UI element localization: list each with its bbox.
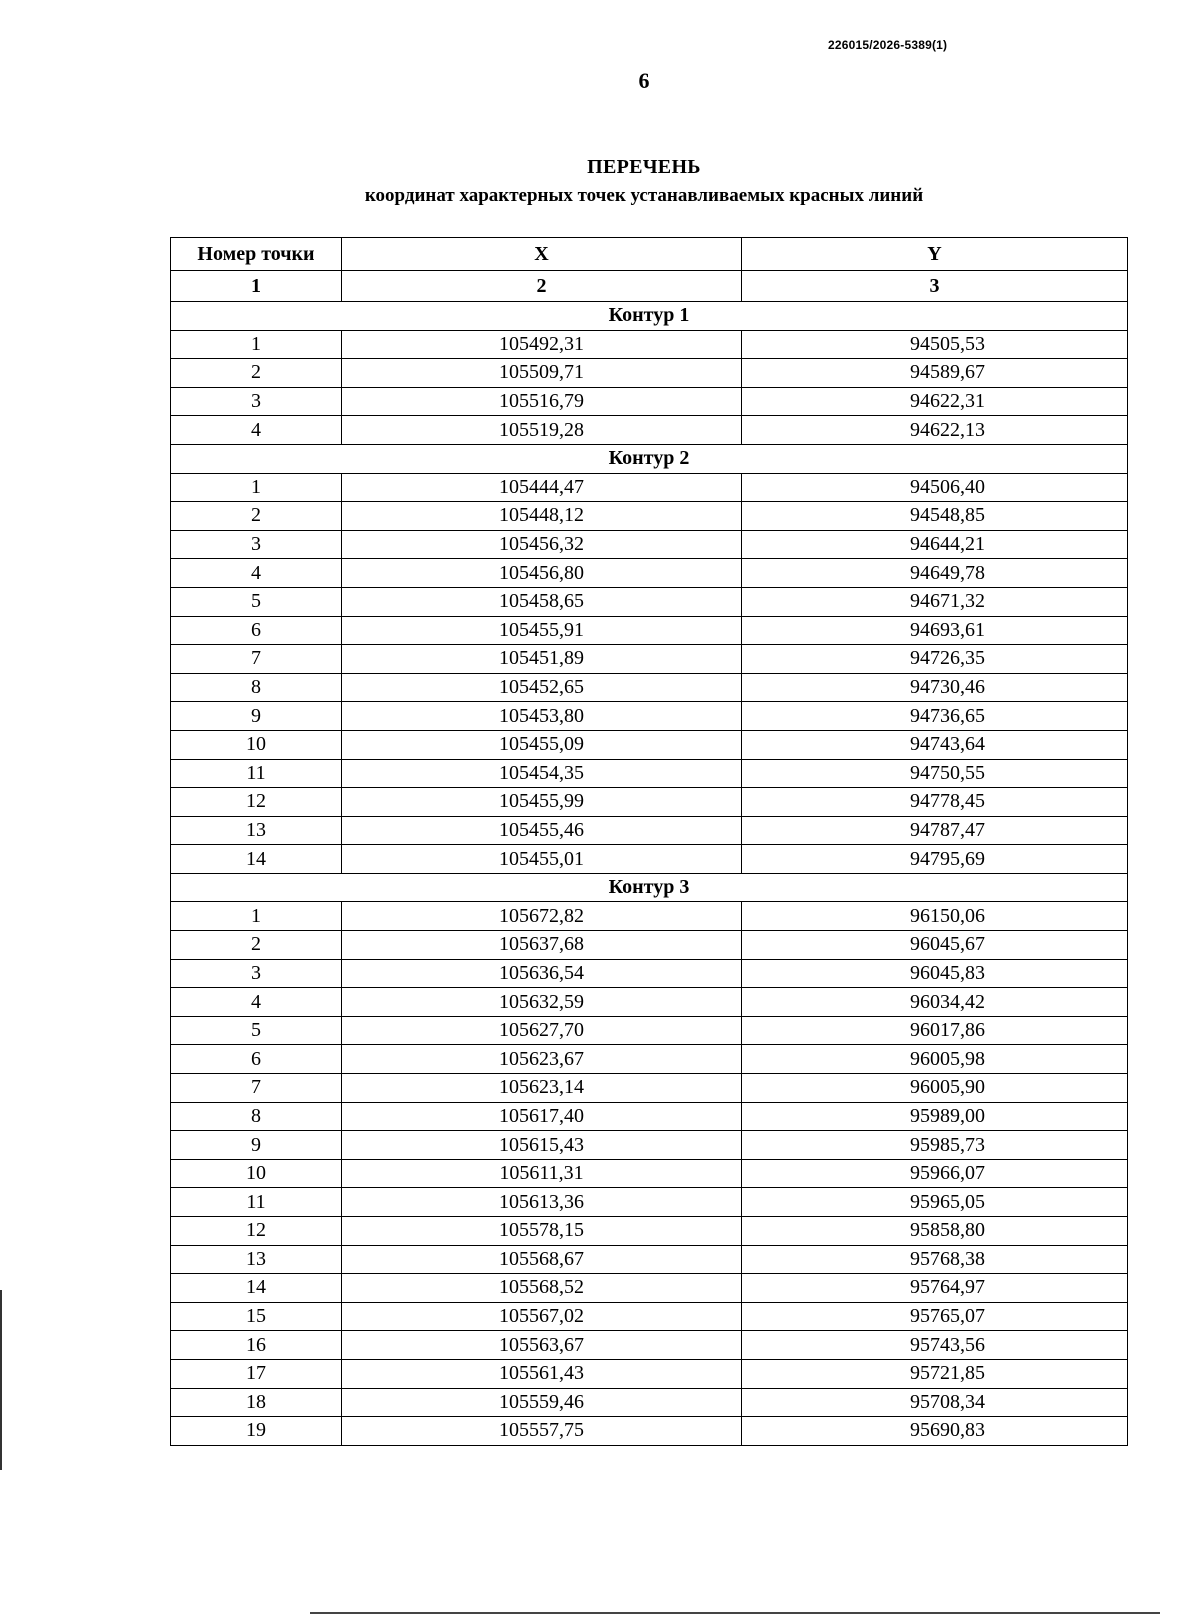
table-row	[171, 702, 1128, 731]
x-coordinate-cell: 105455,46	[342, 816, 742, 845]
point-number-cell: 15	[171, 1302, 342, 1331]
x-coordinate-cell: 105455,01	[342, 845, 742, 874]
y-coordinate-cell: 96034,42	[742, 988, 1128, 1017]
x-coordinate-cell: 105623,14	[342, 1074, 742, 1103]
table-row	[171, 759, 1128, 788]
table-row	[171, 387, 1128, 416]
table-row	[171, 988, 1128, 1017]
x-coordinate-cell: 105613,36	[342, 1188, 742, 1217]
x-coordinate-cell: 105448,12	[342, 502, 742, 531]
point-number-cell: 9	[171, 702, 342, 731]
table-row	[171, 330, 1128, 359]
y-coordinate-cell: 94589,67	[742, 359, 1128, 388]
x-coordinate-cell: 105561,43	[342, 1359, 742, 1388]
point-number-cell: 5	[171, 1016, 342, 1045]
point-number-cell: 5	[171, 587, 342, 616]
table-row	[171, 1217, 1128, 1246]
y-coordinate-cell: 95743,56	[742, 1331, 1128, 1360]
contour-label: Контур 2	[171, 444, 1128, 473]
table-row	[171, 1102, 1128, 1131]
table-row	[171, 1302, 1128, 1331]
contour-header-row	[171, 444, 1128, 473]
table-row	[171, 902, 1128, 931]
x-coordinate-cell: 105454,35	[342, 759, 742, 788]
y-coordinate-cell: 94671,32	[742, 587, 1128, 616]
table-row	[171, 1388, 1128, 1417]
table-row	[171, 845, 1128, 874]
point-number-cell: 19	[171, 1417, 342, 1446]
table-row	[171, 359, 1128, 388]
point-number-cell: 1	[171, 330, 342, 359]
table-row	[171, 1331, 1128, 1360]
table-row	[171, 645, 1128, 674]
x-coordinate-cell: 105611,31	[342, 1159, 742, 1188]
y-coordinate-cell: 94505,53	[742, 330, 1128, 359]
x-coordinate-cell: 105492,31	[342, 330, 742, 359]
point-number-cell: 3	[171, 387, 342, 416]
x-coordinate-cell: 105509,71	[342, 359, 742, 388]
coordinates-table	[170, 237, 1128, 1446]
point-number-cell: 11	[171, 1188, 342, 1217]
point-number-cell: 2	[171, 931, 342, 960]
column-header-y: Y	[742, 238, 1128, 271]
table-row	[171, 1016, 1128, 1045]
y-coordinate-cell: 95708,34	[742, 1388, 1128, 1417]
point-number-cell: 1	[171, 473, 342, 502]
column-number: 1	[171, 271, 342, 302]
scan-artifact-bottom	[310, 1612, 1160, 1614]
y-coordinate-cell: 94622,13	[742, 416, 1128, 445]
y-coordinate-cell: 96017,86	[742, 1016, 1128, 1045]
table-row	[171, 530, 1128, 559]
scan-artifact-left	[0, 1290, 2, 1470]
point-number-cell: 2	[171, 359, 342, 388]
y-coordinate-cell: 95690,83	[742, 1417, 1128, 1446]
contour-label: Контур 3	[171, 873, 1128, 902]
x-coordinate-cell: 105557,75	[342, 1417, 742, 1446]
y-coordinate-cell: 96005,90	[742, 1074, 1128, 1103]
point-number-cell: 7	[171, 645, 342, 674]
table-row	[171, 559, 1128, 588]
table-row	[171, 416, 1128, 445]
point-number-cell: 10	[171, 1159, 342, 1188]
contour-header-row	[171, 302, 1128, 331]
y-coordinate-cell: 94736,65	[742, 702, 1128, 731]
column-header-x: X	[342, 238, 742, 271]
y-coordinate-cell: 95721,85	[742, 1359, 1128, 1388]
y-coordinate-cell: 94649,78	[742, 559, 1128, 588]
point-number-cell: 17	[171, 1359, 342, 1388]
x-coordinate-cell: 105452,65	[342, 673, 742, 702]
point-number-cell: 11	[171, 759, 342, 788]
table-row	[171, 730, 1128, 759]
x-coordinate-cell: 105444,47	[342, 473, 742, 502]
x-coordinate-cell: 105617,40	[342, 1102, 742, 1131]
x-coordinate-cell: 105451,89	[342, 645, 742, 674]
y-coordinate-cell: 94548,85	[742, 502, 1128, 531]
column-number: 2	[342, 271, 742, 302]
table-row	[171, 1131, 1128, 1160]
point-number-cell: 14	[171, 1274, 342, 1303]
x-coordinate-cell: 105455,09	[342, 730, 742, 759]
point-number-cell: 8	[171, 1102, 342, 1131]
y-coordinate-cell: 94506,40	[742, 473, 1128, 502]
x-coordinate-cell: 105568,67	[342, 1245, 742, 1274]
contour-header-row	[171, 873, 1128, 902]
point-number-cell: 1	[171, 902, 342, 931]
document-registration-number: 226015/2026-5389(1)	[828, 38, 948, 52]
table-row	[171, 616, 1128, 645]
x-coordinate-cell: 105672,82	[342, 902, 742, 931]
point-number-cell: 13	[171, 816, 342, 845]
y-coordinate-cell: 94795,69	[742, 845, 1128, 874]
table-row	[171, 788, 1128, 817]
table-row	[171, 502, 1128, 531]
y-coordinate-cell: 94726,35	[742, 645, 1128, 674]
table-row	[171, 959, 1128, 988]
x-coordinate-cell: 105455,99	[342, 788, 742, 817]
point-number-cell: 4	[171, 416, 342, 445]
y-coordinate-cell: 94622,31	[742, 387, 1128, 416]
table-header-row	[171, 238, 1128, 271]
point-number-cell: 9	[171, 1131, 342, 1160]
y-coordinate-cell: 94743,64	[742, 730, 1128, 759]
document-title: ПЕРЕЧЕНЬ	[587, 156, 701, 178]
x-coordinate-cell: 105627,70	[342, 1016, 742, 1045]
column-numbers-row	[171, 271, 1128, 302]
table-row	[171, 473, 1128, 502]
point-number-cell: 12	[171, 788, 342, 817]
x-coordinate-cell: 105455,91	[342, 616, 742, 645]
point-number-cell: 6	[171, 616, 342, 645]
x-coordinate-cell: 105458,65	[342, 587, 742, 616]
y-coordinate-cell: 94644,21	[742, 530, 1128, 559]
y-coordinate-cell: 95768,38	[742, 1245, 1128, 1274]
y-coordinate-cell: 95765,07	[742, 1302, 1128, 1331]
x-coordinate-cell: 105578,15	[342, 1217, 742, 1246]
y-coordinate-cell: 96150,06	[742, 902, 1128, 931]
column-header-point-number: Номер точки	[171, 238, 342, 271]
table-row	[171, 673, 1128, 702]
table-row	[171, 816, 1128, 845]
table-row	[171, 1274, 1128, 1303]
y-coordinate-cell: 95985,73	[742, 1131, 1128, 1160]
point-number-cell: 6	[171, 1045, 342, 1074]
y-coordinate-cell: 94787,47	[742, 816, 1128, 845]
x-coordinate-cell: 105637,68	[342, 931, 742, 960]
table-row	[171, 587, 1128, 616]
y-coordinate-cell: 96005,98	[742, 1045, 1128, 1074]
y-coordinate-cell: 95764,97	[742, 1274, 1128, 1303]
point-number-cell: 4	[171, 988, 342, 1017]
y-coordinate-cell: 94730,46	[742, 673, 1128, 702]
x-coordinate-cell: 105456,32	[342, 530, 742, 559]
x-coordinate-cell: 105636,54	[342, 959, 742, 988]
x-coordinate-cell: 105568,52	[342, 1274, 742, 1303]
point-number-cell: 18	[171, 1388, 342, 1417]
x-coordinate-cell: 105567,02	[342, 1302, 742, 1331]
x-coordinate-cell: 105519,28	[342, 416, 742, 445]
x-coordinate-cell: 105453,80	[342, 702, 742, 731]
x-coordinate-cell: 105559,46	[342, 1388, 742, 1417]
point-number-cell: 14	[171, 845, 342, 874]
y-coordinate-cell: 95965,05	[742, 1188, 1128, 1217]
document-subtitle: координат характерных точек устанавливаемых красных линий	[364, 185, 924, 206]
x-coordinate-cell: 105516,79	[342, 387, 742, 416]
table-row	[171, 1188, 1128, 1217]
x-coordinate-cell: 105623,67	[342, 1045, 742, 1074]
point-number-cell: 13	[171, 1245, 342, 1274]
y-coordinate-cell: 95989,00	[742, 1102, 1128, 1131]
point-number-cell: 10	[171, 730, 342, 759]
y-coordinate-cell: 94750,55	[742, 759, 1128, 788]
table-row	[171, 931, 1128, 960]
y-coordinate-cell: 94778,45	[742, 788, 1128, 817]
table-row	[171, 1045, 1128, 1074]
point-number-cell: 2	[171, 502, 342, 531]
table-row	[171, 1245, 1128, 1274]
point-number-cell: 4	[171, 559, 342, 588]
point-number-cell: 16	[171, 1331, 342, 1360]
contour-label: Контур 1	[171, 302, 1128, 331]
point-number-cell: 3	[171, 959, 342, 988]
x-coordinate-cell: 105615,43	[342, 1131, 742, 1160]
y-coordinate-cell: 95966,07	[742, 1159, 1128, 1188]
table-row	[171, 1159, 1128, 1188]
point-number-cell: 12	[171, 1217, 342, 1246]
column-number: 3	[742, 271, 1128, 302]
y-coordinate-cell: 94693,61	[742, 616, 1128, 645]
table-body	[171, 271, 1128, 1446]
y-coordinate-cell: 95858,80	[742, 1217, 1128, 1246]
y-coordinate-cell: 96045,83	[742, 959, 1128, 988]
point-number-cell: 7	[171, 1074, 342, 1103]
page-number: 6	[638, 68, 650, 93]
point-number-cell: 8	[171, 673, 342, 702]
y-coordinate-cell: 96045,67	[742, 931, 1128, 960]
x-coordinate-cell: 105632,59	[342, 988, 742, 1017]
table-row	[171, 1074, 1128, 1103]
table-row	[171, 1359, 1128, 1388]
point-number-cell: 3	[171, 530, 342, 559]
x-coordinate-cell: 105456,80	[342, 559, 742, 588]
x-coordinate-cell: 105563,67	[342, 1331, 742, 1360]
table-row	[171, 1417, 1128, 1446]
